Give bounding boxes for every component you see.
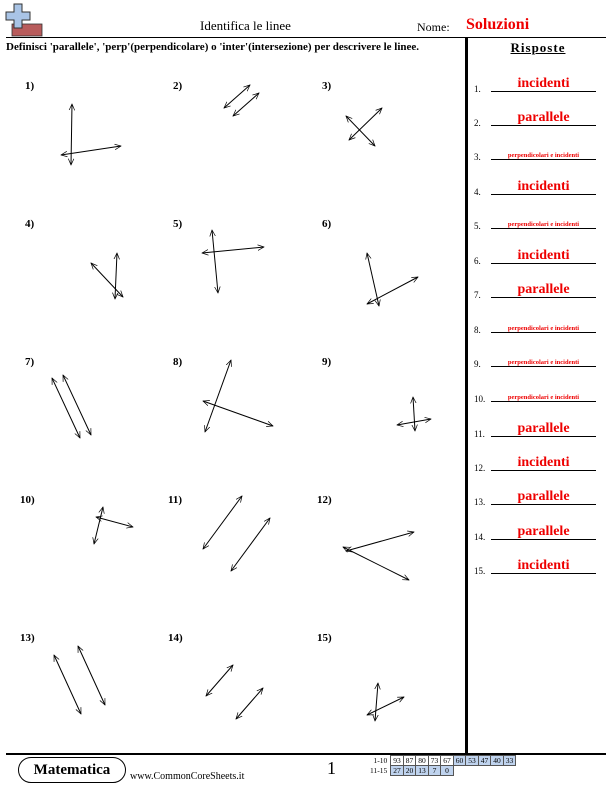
- line-segment: [346, 532, 414, 551]
- answer-number: 13.: [474, 497, 486, 507]
- answers-title: Risposte: [510, 40, 566, 55]
- answer-number: 4.: [474, 187, 481, 197]
- line-segment: [367, 697, 404, 715]
- solutions-label: Soluzioni: [466, 16, 530, 33]
- score-cell: 0: [441, 766, 454, 776]
- line-segment: [78, 646, 105, 705]
- score-cell: 13: [416, 766, 429, 776]
- answer-row: [474, 453, 604, 473]
- score-row: [368, 766, 516, 776]
- score-cell: 67: [441, 756, 454, 766]
- line-segment: [413, 397, 415, 431]
- line-segment: [71, 104, 72, 165]
- answer-number: 8.: [474, 325, 481, 335]
- line-segment: [52, 378, 80, 438]
- line-segment: [203, 401, 273, 426]
- score-cell: 47: [478, 756, 491, 766]
- line-segment: [91, 263, 123, 297]
- answer-row: [474, 177, 604, 197]
- line-segment: [236, 688, 263, 719]
- problem-label: 14): [168, 632, 183, 644]
- website-link[interactable]: www.CommonCoreSheets.it: [130, 771, 245, 782]
- answer-text: incidenti: [517, 455, 570, 470]
- page-number: 1: [327, 758, 336, 778]
- line-segment: [231, 518, 270, 571]
- answer-row: [474, 280, 604, 300]
- line-segment: [96, 517, 133, 527]
- problem-label: 3): [322, 80, 332, 92]
- line-segment: [205, 360, 231, 432]
- problem-label: 12): [317, 494, 332, 506]
- answer-number: 10.: [474, 394, 486, 404]
- line-segment: [63, 375, 91, 435]
- score-cell: 87: [403, 756, 416, 766]
- problem-label: 11): [168, 494, 183, 506]
- problem-label: 2): [173, 80, 183, 92]
- answer-row: [474, 211, 604, 231]
- line-segment: [54, 655, 81, 714]
- page-title: Identifica le linee: [200, 18, 291, 33]
- score-row-label: 11-15: [370, 766, 388, 775]
- answer-number: 5.: [474, 221, 481, 231]
- answer-number: 1.: [474, 84, 481, 94]
- problem-label: 4): [25, 218, 35, 230]
- line-segment: [343, 547, 409, 580]
- instructions: Definisci 'parallele', 'perp'(perpendicolare) o 'inter'(intersezione) per descrivere le linee.: [6, 41, 420, 53]
- line-segment: [202, 247, 264, 253]
- score-cell: 53: [466, 756, 479, 766]
- answer-number: 12.: [474, 463, 486, 473]
- problem-label: 5): [173, 218, 183, 230]
- answer-number: 7.: [474, 290, 481, 300]
- problem-label: 7): [25, 356, 35, 368]
- score-cell: 40: [491, 756, 504, 766]
- score-row-label: 1-10: [373, 756, 388, 765]
- problem-label: 10): [20, 494, 35, 506]
- line-segment: [206, 665, 233, 696]
- answer-text: parallele: [517, 489, 570, 504]
- answer-text: perpendicolari e incidenti: [507, 325, 580, 332]
- answer-row: [474, 556, 604, 576]
- answer-row: [474, 315, 604, 335]
- answer-text: incidenti: [517, 558, 570, 573]
- problem-label: 8): [173, 356, 183, 368]
- problem-label: 13): [20, 632, 35, 644]
- score-cell: 80: [416, 756, 429, 766]
- answer-text: incidenti: [517, 76, 570, 91]
- answer-row: [474, 384, 604, 404]
- answer-text: parallele: [517, 110, 570, 125]
- score-cell: 7: [428, 766, 441, 776]
- answer-text: perpendicolari e incidenti: [507, 394, 580, 401]
- line-segment: [115, 253, 117, 299]
- answer-text: perpendicolari e incidenti: [507, 152, 580, 159]
- answer-text: parallele: [517, 282, 570, 297]
- answer-text: parallele: [517, 524, 570, 539]
- score-cell: 60: [453, 756, 466, 766]
- line-segment: [346, 116, 375, 146]
- problem-label: 1): [25, 80, 35, 92]
- line-segment: [203, 496, 242, 549]
- answer-number: 15.: [474, 566, 486, 576]
- score-cell: 20: [403, 766, 416, 776]
- problem-label: 15): [317, 632, 332, 644]
- answer-row: [474, 74, 604, 94]
- score-row: [368, 756, 516, 766]
- answer-text: incidenti: [517, 179, 570, 194]
- line-segment: [94, 507, 103, 544]
- answer-text: perpendicolari e incidenti: [507, 221, 580, 228]
- line-segment: [375, 683, 378, 721]
- answer-number: 3.: [474, 152, 481, 162]
- answer-row: [474, 349, 604, 369]
- score-cell: 73: [428, 756, 441, 766]
- answer-text: incidenti: [517, 248, 570, 263]
- name-label: Nome:: [417, 20, 450, 34]
- answer-row: [474, 419, 604, 439]
- score-cell: 33: [503, 756, 516, 766]
- line-segment: [367, 277, 418, 304]
- score-table: [368, 755, 516, 776]
- line-segment: [61, 146, 121, 155]
- answer-text: perpendicolari e incidenti: [507, 359, 580, 366]
- score-cell: 93: [391, 756, 404, 766]
- line-segment: [212, 230, 218, 293]
- score-cell: 27: [391, 766, 404, 776]
- answer-number: 11.: [474, 429, 485, 439]
- answer-row: [474, 142, 604, 162]
- answer-number: 2.: [474, 118, 481, 128]
- answer-text: parallele: [517, 421, 570, 436]
- answer-number: 14.: [474, 532, 486, 542]
- problem-label: 6): [322, 218, 332, 230]
- answer-number: 6.: [474, 256, 481, 266]
- answer-number: 9.: [474, 359, 481, 369]
- problem-label: 9): [322, 356, 332, 368]
- answer-row: [474, 246, 604, 266]
- brand-badge: Matematica: [18, 757, 126, 783]
- answer-row: [474, 522, 604, 542]
- answer-row: [474, 108, 604, 128]
- answer-row: [474, 487, 604, 507]
